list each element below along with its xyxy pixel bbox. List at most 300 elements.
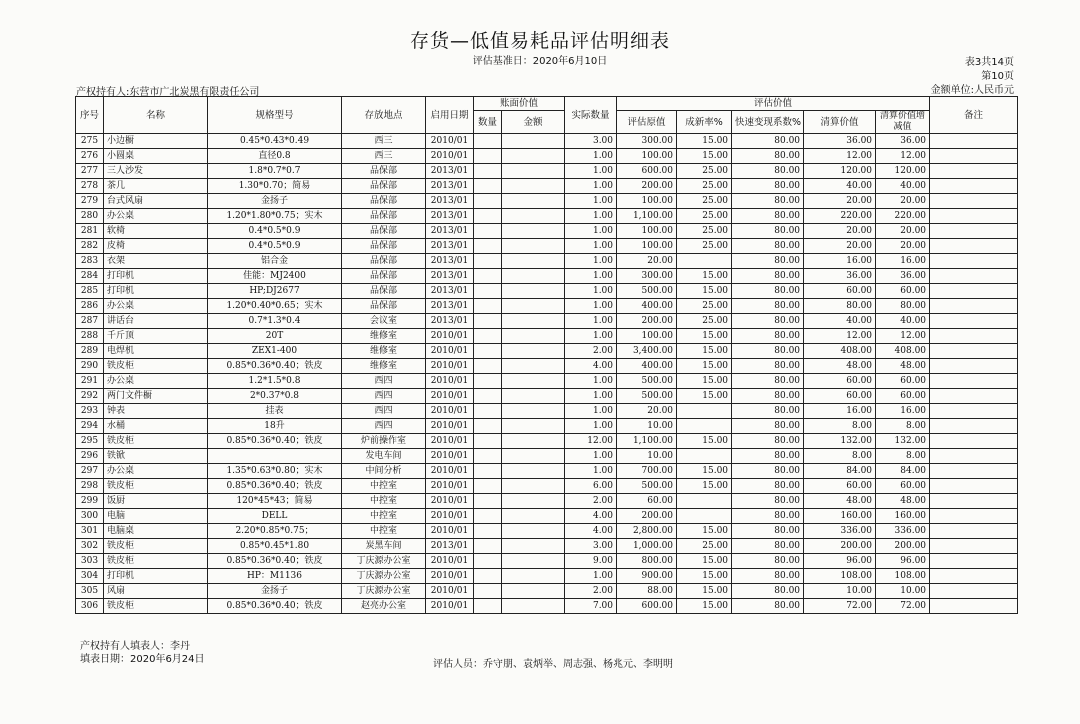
cell-clear-value: 36.00 <box>804 269 876 284</box>
cell-location: 品保部 <box>342 269 426 284</box>
cell-eval-orig: 400.00 <box>617 359 677 374</box>
cell-location: 品保部 <box>342 209 426 224</box>
cell-location: 丁庆源办公室 <box>342 554 426 569</box>
cell-spec: 18升 <box>208 419 342 434</box>
cell-start-date: 2010/01 <box>426 569 474 584</box>
document-title: 存货—低值易耗品评估明细表 <box>409 30 670 52</box>
cell-remarks <box>930 599 1018 614</box>
table-row <box>76 149 1018 164</box>
cell-remarks <box>930 479 1018 494</box>
cell-remarks <box>930 299 1018 314</box>
cell-seq: 301 <box>76 524 104 539</box>
cell-start-date: 2010/01 <box>426 434 474 449</box>
cell-seq: 283 <box>76 254 104 269</box>
cell-amount <box>502 329 565 344</box>
cell-name: 千斤顶 <box>104 329 208 344</box>
table-row <box>76 554 1018 569</box>
cell-remarks <box>930 149 1018 164</box>
header-qty: 数量 <box>474 111 502 134</box>
cell-qty <box>474 434 502 449</box>
cell-clear-gain: 16.00 <box>876 404 930 419</box>
cell-eval-orig: 400.00 <box>617 299 677 314</box>
cell-amount <box>502 344 565 359</box>
cell-amount <box>502 479 565 494</box>
table-row <box>76 449 1018 464</box>
cell-liquidation: 80.00 <box>732 254 804 269</box>
cell-actual-qty: 7.00 <box>565 599 617 614</box>
cell-seq: 279 <box>76 194 104 209</box>
cell-spec: 金扬子 <box>208 194 342 209</box>
cell-eval-orig: 100.00 <box>617 194 677 209</box>
cell-liquidation: 80.00 <box>732 359 804 374</box>
cell-actual-qty: 1.00 <box>565 419 617 434</box>
cell-location: 维修室 <box>342 329 426 344</box>
cell-newness: 15.00 <box>677 479 732 494</box>
cell-name: 铁皮柜 <box>104 434 208 449</box>
cell-actual-qty: 1.00 <box>565 464 617 479</box>
table-row <box>76 164 1018 179</box>
cell-actual-qty: 1.00 <box>565 194 617 209</box>
cell-qty <box>474 584 502 599</box>
cell-qty <box>474 524 502 539</box>
table-row <box>76 389 1018 404</box>
cell-spec: 0.85*0.36*0.40；铁皮 <box>208 554 342 569</box>
footer-filler-block <box>80 640 205 666</box>
cell-qty <box>474 149 502 164</box>
cell-eval-orig: 500.00 <box>617 284 677 299</box>
cell-clear-gain: 132.00 <box>876 434 930 449</box>
table-row <box>76 539 1018 554</box>
cell-clear-gain: 80.00 <box>876 299 930 314</box>
cell-eval-orig: 60.00 <box>617 494 677 509</box>
cell-eval-orig: 10.00 <box>617 419 677 434</box>
cell-start-date: 2010/01 <box>426 479 474 494</box>
cell-amount <box>502 389 565 404</box>
cell-newness: 15.00 <box>677 569 732 584</box>
cell-spec: 0.45*0.43*0.49 <box>208 134 342 149</box>
table-row <box>76 224 1018 239</box>
cell-eval-orig: 100.00 <box>617 224 677 239</box>
cell-name: 茶几 <box>104 179 208 194</box>
cell-eval-orig: 200.00 <box>617 179 677 194</box>
cell-name: 铁皮柜 <box>104 359 208 374</box>
table-row <box>76 599 1018 614</box>
cell-amount <box>502 449 565 464</box>
cell-clear-value: 60.00 <box>804 374 876 389</box>
cell-start-date: 2010/01 <box>426 494 474 509</box>
page-number: 第10页 <box>981 71 1014 82</box>
cell-amount <box>502 374 565 389</box>
cell-start-date: 2010/01 <box>426 464 474 479</box>
cell-amount <box>502 194 565 209</box>
fill-date: 填表日期：2020年6月24日 <box>80 654 205 665</box>
cell-location: 西四 <box>342 389 426 404</box>
cell-qty <box>474 134 502 149</box>
cell-eval-orig: 300.00 <box>617 269 677 284</box>
cell-spec: 2.20*0.85*0.75； <box>208 524 342 539</box>
cell-newness: 15.00 <box>677 269 732 284</box>
cell-actual-qty: 1.00 <box>565 449 617 464</box>
cell-clear-value: 220.00 <box>804 209 876 224</box>
cell-clear-gain: 108.00 <box>876 569 930 584</box>
cell-liquidation: 80.00 <box>732 494 804 509</box>
cell-amount <box>502 254 565 269</box>
cell-name: 办公桌 <box>104 374 208 389</box>
cell-eval-orig: 1,000.00 <box>617 539 677 554</box>
cell-actual-qty: 1.00 <box>565 389 617 404</box>
cell-liquidation: 80.00 <box>732 344 804 359</box>
table-row <box>76 314 1018 329</box>
cell-remarks <box>930 194 1018 209</box>
cell-spec: 0.7*1.3*0.4 <box>208 314 342 329</box>
cell-newness: 15.00 <box>677 329 732 344</box>
cell-clear-gain: 16.00 <box>876 254 930 269</box>
cell-remarks <box>930 329 1018 344</box>
cell-seq: 276 <box>76 149 104 164</box>
table-number: 表3共14页 <box>964 57 1014 68</box>
cell-spec: 1.30*0.70；简易 <box>208 179 342 194</box>
cell-actual-qty: 1.00 <box>565 179 617 194</box>
cell-location: 品保部 <box>342 164 426 179</box>
currency-unit: 金额单位:人民币元 <box>930 85 1014 96</box>
cell-clear-value: 40.00 <box>804 179 876 194</box>
cell-remarks <box>930 209 1018 224</box>
cell-newness <box>677 494 732 509</box>
cell-clear-value: 20.00 <box>804 224 876 239</box>
cell-start-date: 2013/01 <box>426 179 474 194</box>
header-name: 名称 <box>104 97 208 134</box>
cell-clear-value: 20.00 <box>804 194 876 209</box>
cell-seq: 300 <box>76 509 104 524</box>
cell-spec: 铝合金 <box>208 254 342 269</box>
cell-remarks <box>930 404 1018 419</box>
cell-location: 品保部 <box>342 179 426 194</box>
cell-name: 电脑桌 <box>104 524 208 539</box>
cell-name: 台式风扇 <box>104 194 208 209</box>
header-spec: 规格型号 <box>208 97 342 134</box>
cell-location: 西四 <box>342 374 426 389</box>
cell-remarks <box>930 494 1018 509</box>
table-header <box>76 97 1018 134</box>
cell-clear-value: 20.00 <box>804 239 876 254</box>
cell-clear-value: 48.00 <box>804 494 876 509</box>
cell-eval-orig: 200.00 <box>617 509 677 524</box>
cell-spec: ZEX1-400 <box>208 344 342 359</box>
cell-start-date: 2010/01 <box>426 374 474 389</box>
base-date: 评估基准日：2020年6月10日 <box>472 56 608 67</box>
table-row <box>76 344 1018 359</box>
cell-seq: 277 <box>76 164 104 179</box>
cell-spec: 0.4*0.5*0.9 <box>208 239 342 254</box>
cell-actual-qty: 2.00 <box>565 584 617 599</box>
cell-liquidation: 80.00 <box>732 209 804 224</box>
cell-actual-qty: 1.00 <box>565 329 617 344</box>
cell-start-date: 2013/01 <box>426 314 474 329</box>
cell-start-date: 2010/01 <box>426 419 474 434</box>
cell-clear-value: 336.00 <box>804 524 876 539</box>
cell-amount <box>502 554 565 569</box>
cell-start-date: 2010/01 <box>426 344 474 359</box>
cell-amount <box>502 509 565 524</box>
cell-seq: 293 <box>76 404 104 419</box>
cell-actual-qty: 1.00 <box>565 239 617 254</box>
cell-qty <box>474 254 502 269</box>
cell-location: 品保部 <box>342 239 426 254</box>
cell-location: 中控室 <box>342 524 426 539</box>
cell-location: 炉前操作室 <box>342 434 426 449</box>
cell-clear-gain: 60.00 <box>876 284 930 299</box>
cell-start-date: 2013/01 <box>426 224 474 239</box>
cell-liquidation: 80.00 <box>732 284 804 299</box>
cell-clear-gain: 40.00 <box>876 314 930 329</box>
cell-eval-orig: 88.00 <box>617 584 677 599</box>
cell-location: 炭黑车间 <box>342 539 426 554</box>
cell-eval-orig: 600.00 <box>617 599 677 614</box>
cell-remarks <box>930 374 1018 389</box>
cell-seq: 299 <box>76 494 104 509</box>
cell-newness: 15.00 <box>677 374 732 389</box>
cell-qty <box>474 209 502 224</box>
cell-liquidation: 80.00 <box>732 389 804 404</box>
header-book-value: 账面价值 <box>474 97 565 111</box>
cell-start-date: 2013/01 <box>426 269 474 284</box>
cell-spec: 1.8*0.7*0.7 <box>208 164 342 179</box>
cell-name: 小边橱 <box>104 134 208 149</box>
cell-clear-value: 108.00 <box>804 569 876 584</box>
cell-spec: 直径0.8 <box>208 149 342 164</box>
cell-qty <box>474 569 502 584</box>
cell-location: 西四 <box>342 404 426 419</box>
cell-qty <box>474 509 502 524</box>
cell-actual-qty: 2.00 <box>565 494 617 509</box>
cell-seq: 291 <box>76 374 104 389</box>
cell-spec: 1.20*0.40*0.65；实木 <box>208 299 342 314</box>
cell-newness: 25.00 <box>677 539 732 554</box>
cell-liquidation: 80.00 <box>732 194 804 209</box>
cell-spec: 0.4*0.5*0.9 <box>208 224 342 239</box>
cell-eval-orig: 500.00 <box>617 374 677 389</box>
cell-start-date: 2010/01 <box>426 509 474 524</box>
cell-qty <box>474 419 502 434</box>
cell-remarks <box>930 359 1018 374</box>
header-actual-qty: 实际数量 <box>565 97 617 134</box>
cell-qty <box>474 179 502 194</box>
cell-seq: 278 <box>76 179 104 194</box>
cell-clear-value: 40.00 <box>804 314 876 329</box>
header-remarks: 备注 <box>930 97 1018 134</box>
cell-qty <box>474 329 502 344</box>
cell-name: 皮椅 <box>104 239 208 254</box>
cell-clear-value: 408.00 <box>804 344 876 359</box>
cell-remarks <box>930 254 1018 269</box>
cell-spec: 0.85*0.45*1.80 <box>208 539 342 554</box>
cell-actual-qty: 1.00 <box>565 299 617 314</box>
cell-eval-orig: 100.00 <box>617 329 677 344</box>
cell-actual-qty: 1.00 <box>565 149 617 164</box>
cell-eval-orig: 700.00 <box>617 464 677 479</box>
cell-amount <box>502 584 565 599</box>
cell-clear-gain: 408.00 <box>876 344 930 359</box>
cell-start-date: 2013/01 <box>426 539 474 554</box>
cell-newness <box>677 254 732 269</box>
header-eval-orig: 评估原值 <box>617 111 677 134</box>
cell-liquidation: 80.00 <box>732 404 804 419</box>
cell-clear-gain: 8.00 <box>876 449 930 464</box>
cell-newness <box>677 404 732 419</box>
cell-remarks <box>930 524 1018 539</box>
cell-spec: HP;DJ2677 <box>208 284 342 299</box>
cell-remarks <box>930 569 1018 584</box>
cell-spec <box>208 449 342 464</box>
cell-newness: 15.00 <box>677 344 732 359</box>
table-row <box>76 134 1018 149</box>
owner-label: 产权持有人:东营市广北炭黑有限责任公司 <box>76 87 260 98</box>
cell-amount <box>502 404 565 419</box>
cell-actual-qty: 6.00 <box>565 479 617 494</box>
cell-liquidation: 80.00 <box>732 329 804 344</box>
table-row <box>76 404 1018 419</box>
cell-name: 办公桌 <box>104 299 208 314</box>
cell-seq: 275 <box>76 134 104 149</box>
cell-amount <box>502 134 565 149</box>
cell-actual-qty: 4.00 <box>565 359 617 374</box>
cell-clear-gain: 84.00 <box>876 464 930 479</box>
header-seq: 序号 <box>76 97 104 134</box>
header-clear-value: 清算价值 <box>804 111 876 134</box>
cell-newness: 25.00 <box>677 299 732 314</box>
cell-qty <box>474 359 502 374</box>
cell-remarks <box>930 224 1018 239</box>
cell-remarks <box>930 179 1018 194</box>
cell-qty <box>474 479 502 494</box>
cell-amount <box>502 179 565 194</box>
cell-start-date: 2010/01 <box>426 554 474 569</box>
cell-clear-gain: 12.00 <box>876 149 930 164</box>
cell-name: 铁皮柜 <box>104 554 208 569</box>
cell-liquidation: 80.00 <box>732 314 804 329</box>
cell-eval-orig: 100.00 <box>617 149 677 164</box>
table-row <box>76 329 1018 344</box>
cell-location: 品保部 <box>342 224 426 239</box>
cell-clear-value: 8.00 <box>804 449 876 464</box>
cell-location: 品保部 <box>342 254 426 269</box>
cell-newness: 25.00 <box>677 164 732 179</box>
cell-actual-qty: 4.00 <box>565 524 617 539</box>
table-body <box>76 134 1018 614</box>
table-row <box>76 254 1018 269</box>
cell-seq: 296 <box>76 449 104 464</box>
cell-qty <box>474 194 502 209</box>
cell-seq: 297 <box>76 464 104 479</box>
cell-seq: 298 <box>76 479 104 494</box>
table-row <box>76 479 1018 494</box>
cell-start-date: 2010/01 <box>426 329 474 344</box>
cell-seq: 305 <box>76 584 104 599</box>
cell-start-date: 2010/01 <box>426 449 474 464</box>
header-newness: 成新率% <box>677 111 732 134</box>
cell-clear-value: 132.00 <box>804 434 876 449</box>
cell-actual-qty: 1.00 <box>565 269 617 284</box>
cell-clear-value: 120.00 <box>804 164 876 179</box>
cell-newness <box>677 509 732 524</box>
cell-liquidation: 80.00 <box>732 134 804 149</box>
cell-location: 西三 <box>342 134 426 149</box>
cell-spec: 0.85*0.36*0.40；铁皮 <box>208 359 342 374</box>
cell-name: 打印机 <box>104 269 208 284</box>
cell-name: 讲话台 <box>104 314 208 329</box>
cell-spec: DELL <box>208 509 342 524</box>
cell-newness: 25.00 <box>677 194 732 209</box>
header-location: 存放地点 <box>342 97 426 134</box>
cell-location: 品保部 <box>342 284 426 299</box>
cell-spec: 1.35*0.63*0.80；实木 <box>208 464 342 479</box>
cell-newness: 15.00 <box>677 134 732 149</box>
table-row <box>76 194 1018 209</box>
cell-liquidation: 80.00 <box>732 419 804 434</box>
cell-qty <box>474 494 502 509</box>
cell-location: 西四 <box>342 419 426 434</box>
cell-seq: 295 <box>76 434 104 449</box>
cell-name: 小圆桌 <box>104 149 208 164</box>
cell-qty <box>474 464 502 479</box>
cell-clear-gain: 220.00 <box>876 209 930 224</box>
cell-newness: 25.00 <box>677 179 732 194</box>
cell-name: 水桶 <box>104 419 208 434</box>
cell-liquidation: 80.00 <box>732 239 804 254</box>
cell-spec: 1.2*1.5*0.8 <box>208 374 342 389</box>
cell-amount <box>502 524 565 539</box>
table-row <box>76 434 1018 449</box>
cell-newness: 25.00 <box>677 239 732 254</box>
cell-liquidation: 80.00 <box>732 179 804 194</box>
cell-clear-gain: 60.00 <box>876 374 930 389</box>
cell-start-date: 2010/01 <box>426 524 474 539</box>
cell-liquidation: 80.00 <box>732 164 804 179</box>
cell-name: 电焊机 <box>104 344 208 359</box>
cell-liquidation: 80.00 <box>732 479 804 494</box>
cell-clear-gain: 72.00 <box>876 599 930 614</box>
cell-location: 品保部 <box>342 194 426 209</box>
cell-liquidation: 80.00 <box>732 584 804 599</box>
cell-location: 会议室 <box>342 314 426 329</box>
cell-name: 饭厨 <box>104 494 208 509</box>
cell-newness: 15.00 <box>677 464 732 479</box>
cell-eval-orig: 10.00 <box>617 449 677 464</box>
cell-clear-gain: 36.00 <box>876 269 930 284</box>
cell-eval-orig: 900.00 <box>617 569 677 584</box>
cell-actual-qty: 1.00 <box>565 209 617 224</box>
cell-liquidation: 80.00 <box>732 509 804 524</box>
cell-actual-qty: 1.00 <box>565 374 617 389</box>
cell-spec: 0.85*0.36*0.40；铁皮 <box>208 479 342 494</box>
cell-newness: 15.00 <box>677 389 732 404</box>
cell-name: 电脑 <box>104 509 208 524</box>
cell-clear-value: 80.00 <box>804 299 876 314</box>
cell-newness <box>677 449 732 464</box>
cell-clear-gain: 60.00 <box>876 479 930 494</box>
cell-actual-qty: 1.00 <box>565 254 617 269</box>
cell-clear-value: 60.00 <box>804 479 876 494</box>
cell-liquidation: 80.00 <box>732 299 804 314</box>
cell-location: 维修室 <box>342 344 426 359</box>
cell-clear-value: 12.00 <box>804 329 876 344</box>
cell-actual-qty: 3.00 <box>565 539 617 554</box>
cell-remarks <box>930 269 1018 284</box>
cell-clear-value: 200.00 <box>804 539 876 554</box>
cell-actual-qty: 2.00 <box>565 344 617 359</box>
cell-qty <box>474 374 502 389</box>
cell-newness: 25.00 <box>677 224 732 239</box>
